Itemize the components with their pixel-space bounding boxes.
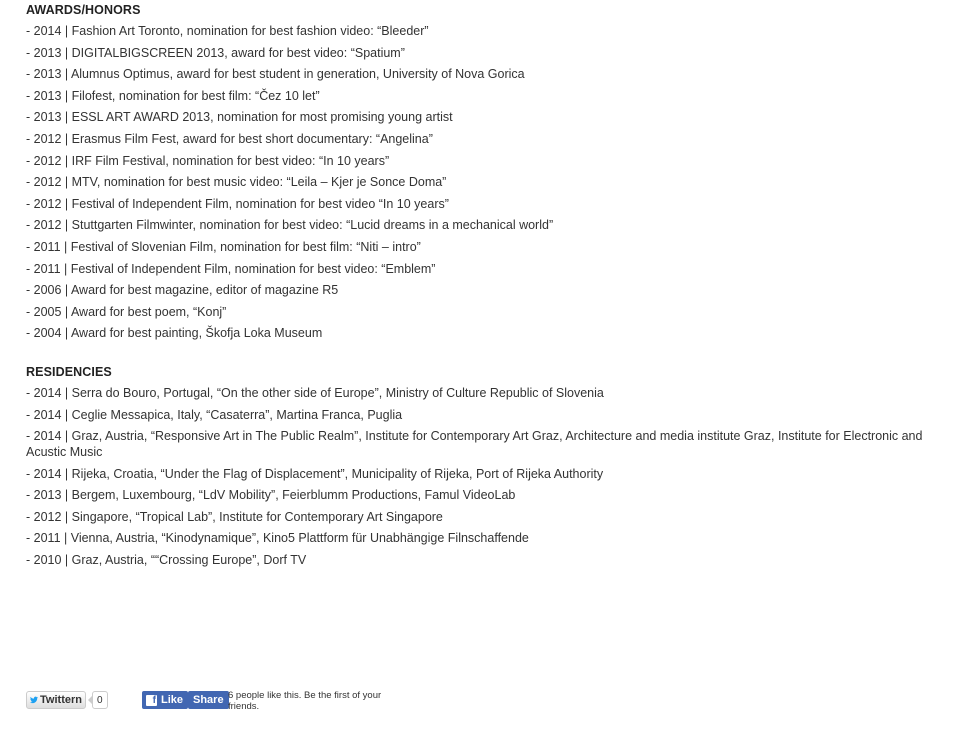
list-item: - 2014 | Serra do Bouro, Portugal, “On the other side of Europe”, Ministry of Culture Republic of Slovenia bbox=[26, 385, 604, 400]
list-item: - 2004 | Award for best painting, Škofja Loka Museum bbox=[26, 326, 323, 341]
list-item: - 2013 | ESSL ART AWARD 2013, nomination for most promising young artist bbox=[26, 110, 453, 125]
list-item: - 2005 | Award for best poem, “Konj” bbox=[26, 304, 227, 319]
twitter-count-bubble: 0 bbox=[92, 691, 108, 709]
list-item: - 2012 | IRF Film Festival, nomination for best video: “In 10 years” bbox=[26, 153, 390, 168]
list-item: - 2013 | Filofest, nomination for best film: “Čez 10 let” bbox=[26, 88, 320, 103]
facebook-like-count-text: 6 people like this. Be the first of your friends. bbox=[228, 690, 382, 712]
facebook-f-icon: f bbox=[146, 695, 157, 706]
list-item: - 2011 | Festival of Slovenian Film, nomination for best film: “Niti – intro” bbox=[26, 239, 421, 254]
list-item: - 2014 | Rijeka, Croatia, “Under the Flag of Displacement”, Municipality of Rijeka, Port of Rijeka Authority bbox=[26, 466, 604, 481]
facebook-share-button[interactable] bbox=[188, 691, 229, 709]
twitter-bird-icon bbox=[30, 695, 38, 705]
facebook-share-label: Share bbox=[193, 694, 224, 706]
list-item: - 2014 | Fashion Art Toronto, nomination for best fashion video: “Bleeder” bbox=[26, 24, 429, 38]
list-item: - 2006 | Award for best magazine, editor of magazine R5 bbox=[26, 283, 339, 298]
section-spacer bbox=[26, 347, 946, 364]
list-item: - 2010 | Graz, Austria, ““Crossing Europe”, Dorf TV bbox=[26, 553, 307, 568]
list-item: - 2013 | Bergem, Luxembourg, “LdV Mobility”, Feierblumm Productions, Famul VideoLab bbox=[26, 488, 516, 503]
list-item: - 2013 | DIGITALBIGSCREEN 2013, award for best video: “Spatium” bbox=[26, 45, 405, 60]
residencies-list bbox=[26, 385, 946, 568]
list-item: - 2012 | Singapore, “Tropical Lab”, Institute for Contemporary Art Singapore bbox=[26, 509, 443, 524]
list-item: - 2012 | Erasmus Film Fest, award for best short documentary: “Angelina” bbox=[26, 131, 433, 146]
list-item: - 2012 | Festival of Independent Film, nomination for best video “In 10 years” bbox=[26, 196, 449, 211]
facebook-like-label: Like bbox=[161, 694, 184, 706]
twitter-tweet-button[interactable] bbox=[26, 691, 86, 709]
awards-heading: AWARDS/HONORS bbox=[26, 3, 141, 17]
facebook-like-button[interactable] bbox=[142, 691, 188, 709]
list-item: - 2013 | Alumnus Optimus, award for best student in generation, University of Nova Gorica bbox=[26, 67, 525, 82]
list-item: - 2014 | Ceglie Messapica, Italy, “Casaterra”, Martina Franca, Puglia bbox=[26, 407, 403, 422]
twitter-button-label: Twittern bbox=[40, 694, 82, 706]
main-content bbox=[26, 2, 946, 574]
awards-list bbox=[26, 23, 946, 341]
list-item: - 2012 | Stuttgarten Filmwinter, nomination for best video: “Lucid dreams in a mechanical world” bbox=[26, 218, 554, 233]
list-item: - 2011 | Vienna, Austria, “Kinodynamique”, Kino5 Plattform für Unabhängige Filnschaffende bbox=[26, 531, 529, 546]
list-item: - 2012 | MTV, nomination for best music video: “Leila – Kjer je Sonce Doma” bbox=[26, 175, 447, 190]
list-item: - 2011 | Festival of Independent Film, nomination for best video: “Emblem” bbox=[26, 261, 436, 276]
list-item: - 2014 | Graz, Austria, “Responsive Art in The Public Realm”, Institute for Contemporary Art Graz, Architecture and media institute Graz, Institute for Electronic and Acustic Music bbox=[26, 429, 923, 460]
residencies-heading: RESIDENCIES bbox=[26, 364, 112, 379]
